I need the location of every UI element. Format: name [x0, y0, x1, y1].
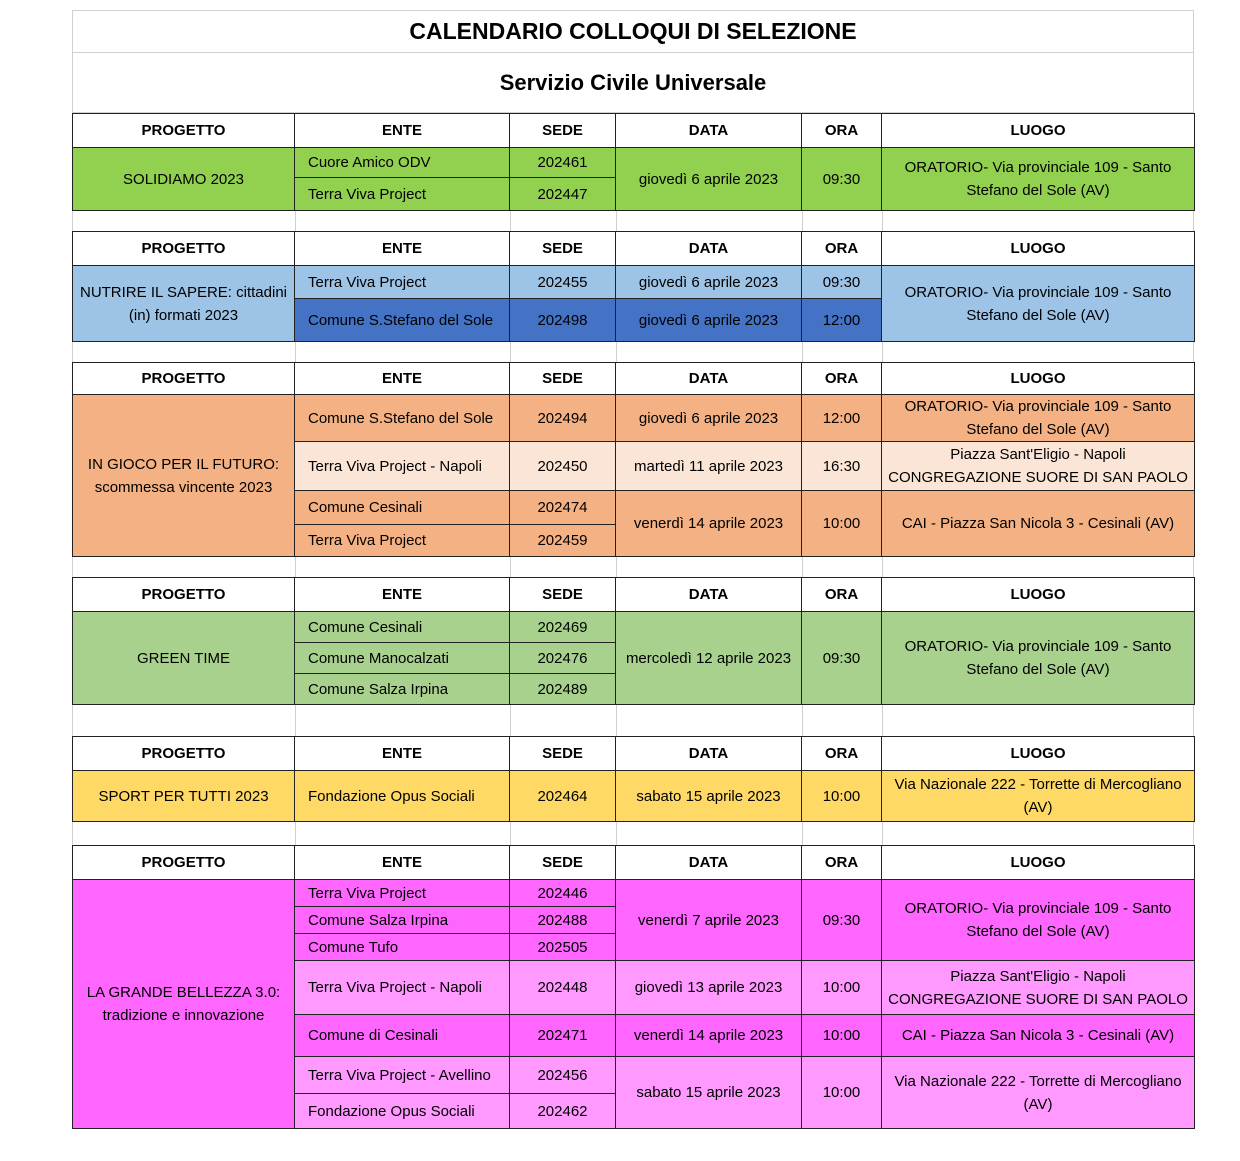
ora-cell: 10:00: [802, 961, 882, 1015]
header-progetto: PROGETTO: [73, 737, 295, 771]
header-row: [73, 114, 1195, 148]
data-cell: giovedì 6 aprile 2023: [616, 266, 802, 299]
header-ora: ORA: [802, 363, 882, 395]
project-name: SOLIDIAMO 2023: [73, 148, 295, 211]
ora-cell: 10:00: [802, 771, 882, 822]
header-row: [73, 578, 1195, 612]
header-ente: ENTE: [295, 232, 510, 266]
page-subtitle: Servizio Civile Universale: [72, 53, 1194, 113]
header-ora: ORA: [802, 114, 882, 148]
project-name: IN GIOCO PER IL FUTURO: scommessa vincente 2023: [73, 395, 295, 557]
ente-cell: Comune Salza Irpina: [295, 674, 510, 705]
table-row: [73, 771, 1195, 822]
header-ente: ENTE: [295, 114, 510, 148]
ente-cell: Terra Viva Project: [295, 266, 510, 299]
header-row: [73, 363, 1195, 395]
sede-cell: 202450: [510, 442, 616, 491]
sede-cell: 202456: [510, 1057, 616, 1094]
data-cell: giovedì 6 aprile 2023: [616, 299, 802, 342]
section-gap: [72, 705, 1194, 736]
header-data: DATA: [616, 737, 802, 771]
ente-cell: Comune Tufo: [295, 934, 510, 961]
ora-cell: 09:30: [802, 612, 882, 705]
header-ora: ORA: [802, 578, 882, 612]
ente-cell: Terra Viva Project: [295, 525, 510, 557]
ente-cell: Fondazione Opus Sociali: [295, 771, 510, 822]
header-progetto: PROGETTO: [73, 846, 295, 880]
ora-cell: 16:30: [802, 442, 882, 491]
luogo-cell: ORATORIO- Via provinciale 109 - Santo Stefano del Sole (AV): [882, 148, 1195, 211]
header-sede: SEDE: [510, 846, 616, 880]
luogo-cell: Via Nazionale 222 - Torrette di Mercogliano (AV): [882, 1057, 1195, 1129]
header-sede: SEDE: [510, 232, 616, 266]
data-cell: giovedì 6 aprile 2023: [616, 148, 802, 211]
table-row: [73, 266, 1195, 299]
table-row: [73, 148, 1195, 178]
header-luogo: LUOGO: [882, 846, 1195, 880]
section-table: [72, 362, 1195, 557]
sede-cell: 202498: [510, 299, 616, 342]
data-cell: martedì 11 aprile 2023: [616, 442, 802, 491]
ente-cell: Terra Viva Project: [295, 880, 510, 907]
sede-cell: 202471: [510, 1015, 616, 1057]
ora-cell: 09:30: [802, 148, 882, 211]
header-data: DATA: [616, 114, 802, 148]
ente-cell: Terra Viva Project - Napoli: [295, 442, 510, 491]
luogo-cell: ORATORIO- Via provinciale 109 - Santo Stefano del Sole (AV): [882, 266, 1195, 342]
header-ente: ENTE: [295, 363, 510, 395]
header-ente: ENTE: [295, 578, 510, 612]
ente-cell: Cuore Amico ODV: [295, 148, 510, 178]
section-gap: [72, 342, 1194, 362]
data-cell: sabato 15 aprile 2023: [616, 1057, 802, 1129]
header-sede: SEDE: [510, 114, 616, 148]
sede-cell: 202464: [510, 771, 616, 822]
luogo-cell: Piazza Sant'Eligio - Napoli CONGREGAZIONE SUORE DI SAN PAOLO: [882, 442, 1195, 491]
header-progetto: PROGETTO: [73, 114, 295, 148]
table-row: [73, 395, 1195, 442]
data-cell: mercoledì 12 aprile 2023: [616, 612, 802, 705]
sede-cell: 202488: [510, 907, 616, 934]
header-luogo: LUOGO: [882, 363, 1195, 395]
header-ora: ORA: [802, 846, 882, 880]
table-row: [73, 612, 1195, 643]
header-row: [73, 737, 1195, 771]
header-progetto: PROGETTO: [73, 578, 295, 612]
ora-cell: 09:30: [802, 266, 882, 299]
sede-cell: 202447: [510, 178, 616, 211]
ora-cell: 12:00: [802, 395, 882, 442]
ente-cell: Comune di Cesinali: [295, 1015, 510, 1057]
sede-cell: 202446: [510, 880, 616, 907]
header-data: DATA: [616, 846, 802, 880]
header-sede: SEDE: [510, 578, 616, 612]
luogo-cell: Via Nazionale 222 - Torrette di Mercogliano (AV): [882, 771, 1195, 822]
project-name: GREEN TIME: [73, 612, 295, 705]
luogo-cell: CAI - Piazza San Nicola 3 - Cesinali (AV): [882, 1015, 1195, 1057]
header-data: DATA: [616, 232, 802, 266]
header-ora: ORA: [802, 232, 882, 266]
project-name: SPORT PER TUTTI 2023: [73, 771, 295, 822]
header-progetto: PROGETTO: [73, 363, 295, 395]
sede-cell: 202469: [510, 612, 616, 643]
section-table: [72, 845, 1195, 1129]
ente-cell: Terra Viva Project - Napoli: [295, 961, 510, 1015]
header-row: [73, 232, 1195, 266]
ente-cell: Comune Manocalzati: [295, 643, 510, 674]
luogo-cell: ORATORIO- Via provinciale 109 - Santo Stefano del Sole (AV): [882, 612, 1195, 705]
sede-cell: 202455: [510, 266, 616, 299]
luogo-cell: Piazza Sant'Eligio - Napoli CONGREGAZIONE SUORE DI SAN PAOLO: [882, 961, 1195, 1015]
data-cell: venerdì 14 aprile 2023: [616, 1015, 802, 1057]
header-luogo: LUOGO: [882, 232, 1195, 266]
luogo-cell: CAI - Piazza San Nicola 3 - Cesinali (AV): [882, 491, 1195, 557]
sede-cell: 202494: [510, 395, 616, 442]
sede-cell: 202448: [510, 961, 616, 1015]
luogo-cell: ORATORIO- Via provinciale 109 - Santo Stefano del Sole (AV): [882, 395, 1195, 442]
ente-cell: Comune Cesinali: [295, 612, 510, 643]
data-cell: venerdì 14 aprile 2023: [616, 491, 802, 557]
ente-cell: Terra Viva Project: [295, 178, 510, 211]
section-table: [72, 113, 1195, 211]
ora-cell: 09:30: [802, 880, 882, 961]
ente-cell: Comune S.Stefano del Sole: [295, 395, 510, 442]
header-data: DATA: [616, 363, 802, 395]
sede-cell: 202476: [510, 643, 616, 674]
header-progetto: PROGETTO: [73, 232, 295, 266]
header-ente: ENTE: [295, 737, 510, 771]
section-gap: [72, 557, 1194, 577]
header-ora: ORA: [802, 737, 882, 771]
data-cell: sabato 15 aprile 2023: [616, 771, 802, 822]
section-gap: [72, 822, 1194, 845]
header-sede: SEDE: [510, 737, 616, 771]
project-name: NUTRIRE IL SAPERE: cittadini (in) formati 2023: [73, 266, 295, 342]
luogo-cell: ORATORIO- Via provinciale 109 - Santo Stefano del Sole (AV): [882, 880, 1195, 961]
schedule-sheet: [72, 10, 1194, 1129]
section-gap: [72, 211, 1194, 231]
header-row: [73, 846, 1195, 880]
sede-cell: 202505: [510, 934, 616, 961]
ora-cell: 10:00: [802, 491, 882, 557]
section-table: [72, 231, 1195, 342]
ora-cell: 10:00: [802, 1057, 882, 1129]
project-name: LA GRANDE BELLEZZA 3.0: tradizione e innovazione: [73, 880, 295, 1129]
page-title: CALENDARIO COLLOQUI DI SELEZIONE: [72, 10, 1194, 53]
header-luogo: LUOGO: [882, 114, 1195, 148]
ente-cell: Comune Cesinali: [295, 491, 510, 525]
header-sede: SEDE: [510, 363, 616, 395]
ente-cell: Terra Viva Project - Avellino: [295, 1057, 510, 1094]
data-cell: venerdì 7 aprile 2023: [616, 880, 802, 961]
header-luogo: LUOGO: [882, 578, 1195, 612]
ora-cell: 10:00: [802, 1015, 882, 1057]
data-cell: giovedì 13 aprile 2023: [616, 961, 802, 1015]
section-table: [72, 736, 1195, 822]
data-cell: giovedì 6 aprile 2023: [616, 395, 802, 442]
ente-cell: Comune S.Stefano del Sole: [295, 299, 510, 342]
sede-cell: 202474: [510, 491, 616, 525]
table-row: [73, 880, 1195, 907]
ente-cell: Fondazione Opus Sociali: [295, 1094, 510, 1129]
ora-cell: 12:00: [802, 299, 882, 342]
sede-cell: 202489: [510, 674, 616, 705]
header-data: DATA: [616, 578, 802, 612]
header-ente: ENTE: [295, 846, 510, 880]
sede-cell: 202459: [510, 525, 616, 557]
sede-cell: 202462: [510, 1094, 616, 1129]
sede-cell: 202461: [510, 148, 616, 178]
section-table: [72, 577, 1195, 705]
header-luogo: LUOGO: [882, 737, 1195, 771]
ente-cell: Comune Salza Irpina: [295, 907, 510, 934]
